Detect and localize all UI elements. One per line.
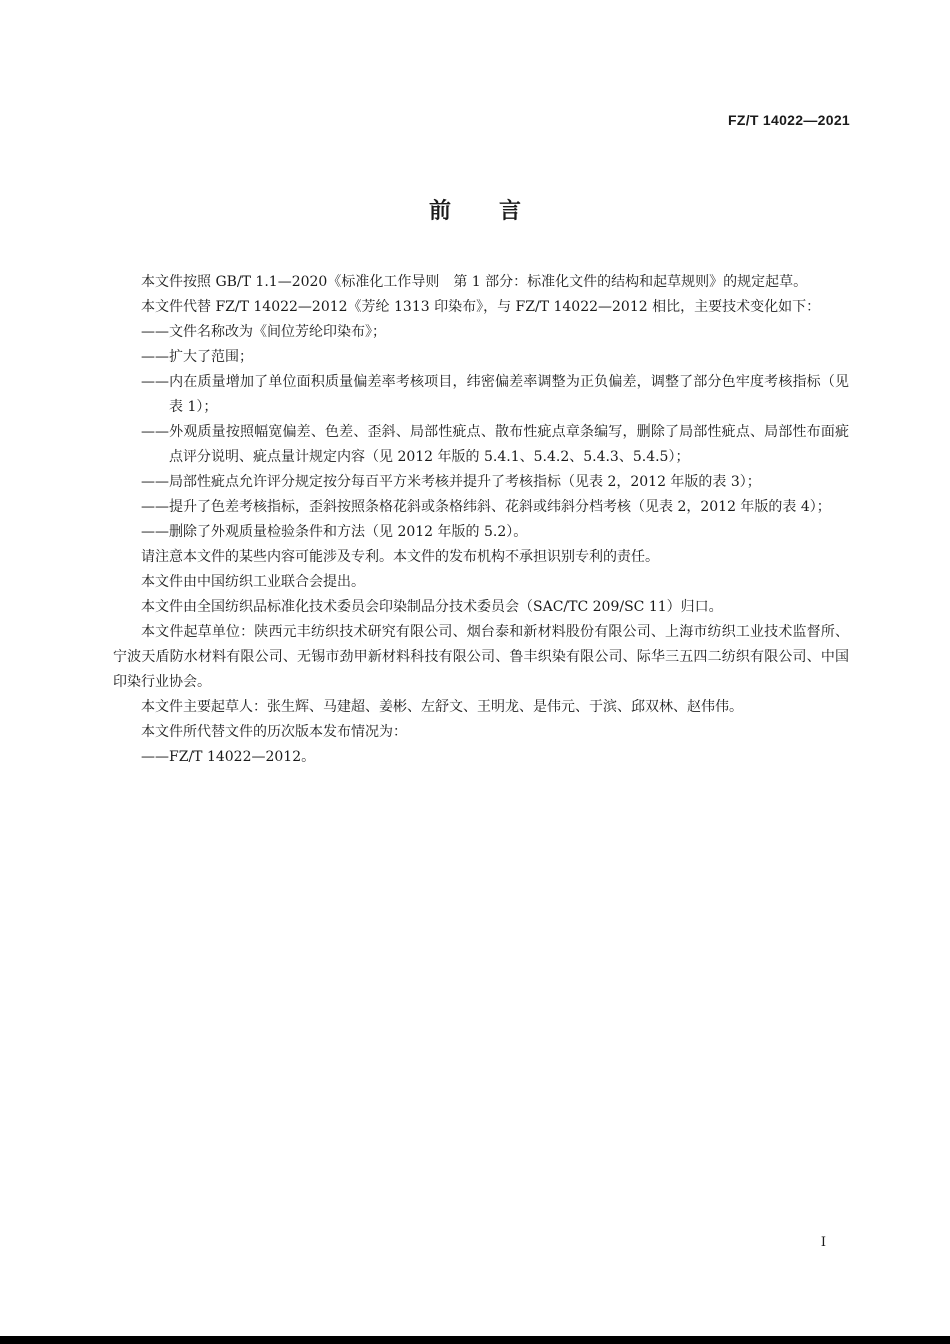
change-item: ——内在质量增加了单位面积质量偏差率考核项目，纬密偏差率调整为正负偏差，调整了部分色牢度考核指标（见表 1）； [141, 374, 849, 415]
drafters: 本文件主要起草人：张生辉、马建超、姜彬、左舒文、王明龙、是伟元、于滨、邱双林、赵伟伟。 [141, 699, 743, 715]
history-item: ——FZ/T 14022—2012。 [141, 749, 316, 765]
standard-code: FZ/T 14022—2021 [727, 112, 850, 128]
committee-note: 本文件由全国纺织品标准化技术委员会印染制品分技术委员会（SAC/TC 209/SC 11）归口。 [141, 599, 723, 615]
change-item: ——删除了外观质量检验条件和方法（见 2012 年版的 5.2）。 [141, 524, 528, 540]
page-title: 前言 [428, 199, 569, 224]
page-number: I [820, 1235, 826, 1250]
change-item: ——外观质量按照幅宽偏差、色差、歪斜、局部性疵点、散布性疵点章条编写，删除了局部性疵点、局部性布面疵点评分说明、疵点量计规定内容（见 2012 年版的 5.4.1、5.4.2、5.4.3、5.4.5）； [141, 424, 849, 465]
paragraph: 本文件按照 GB/T 1.1—2020《标准化工作导则 第 1 部分：标准化文件的结构和起草规则》的规定起草。 [141, 274, 808, 290]
foreword-body [113, 270, 849, 770]
change-item: ——文件名称改为《间位芳纶印染布》； [141, 324, 386, 340]
change-item: ——局部性疵点允许评分规定按分每百平方米考核并提升了考核指标（见表 2，2012 年版的表 3）； [141, 474, 761, 490]
change-item: ——提升了色差考核指标，歪斜按照条格花斜或条格纬斜、花斜或纬斜分档考核（见表 2，2012 年版的表 4）； [141, 499, 831, 515]
drafting-units: 本文件起草单位：陕西元丰纺织技术研究有限公司、烟台泰和新材料股份有限公司、上海市纺织工业技术监督所、宁波天盾防水材料有限公司、无锡市劲甲新材料科技有限公司、鲁丰织染有限公司、际华三五四二纺织有限公司、中国印染行业协会。 [113, 624, 849, 690]
proposer-note: 本文件由中国纺织工业联合会提出。 [141, 574, 365, 590]
paragraph: 本文件代替 FZ/T 14022—2012《芳纶 1313 印染布》，与 FZ/T 14022—2012 相比，主要技术变化如下： [141, 299, 821, 315]
change-item: ——扩大了范围； [141, 349, 253, 365]
bottom-border [0, 1336, 950, 1344]
history-intro: 本文件所代替文件的历次版本发布情况为： [141, 724, 407, 740]
patent-note: 请注意本文件的某些内容可能涉及专利。本文件的发布机构不承担识别专利的责任。 [141, 549, 659, 565]
